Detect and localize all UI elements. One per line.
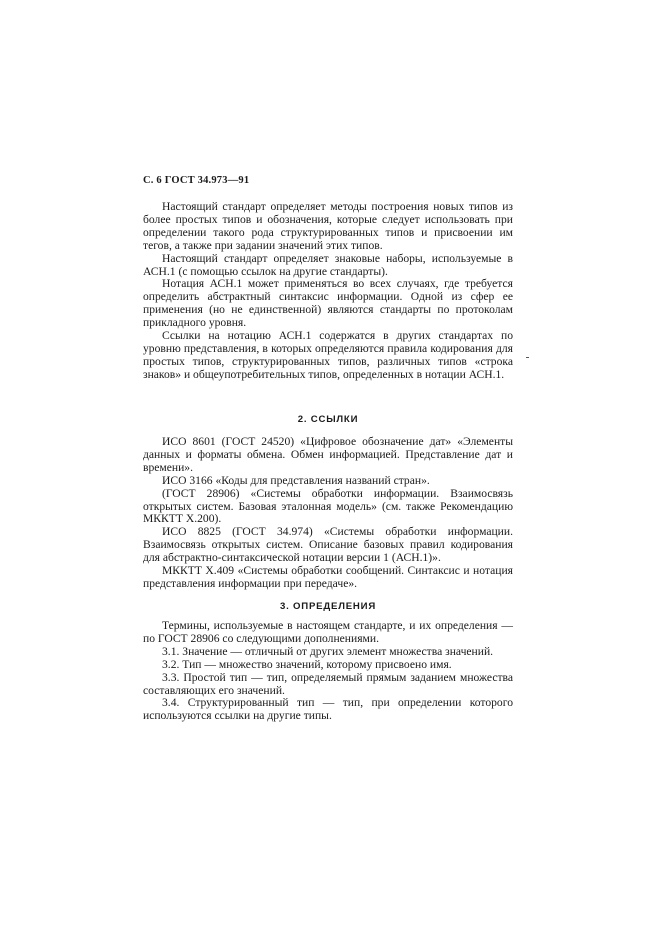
section-title-references: 2. ССЫЛКИ — [297, 414, 359, 425]
paragraph: (ГОСТ 28906) «Системы обработки информации. Взаимосвязь открытых систем. Базовая эталонная модель» (см. также Рекомендацию МККТТ Х.200). — [143, 486, 513, 526]
references-text — [143, 436, 513, 591]
section-title-definitions: 3. ОПРЕДЕЛЕНИЯ — [279, 601, 377, 612]
paragraph: ИСО 3166 «Коды для представления названий стран». — [162, 473, 430, 487]
paragraph: Ссылки на нотацию АСН.1 содержатся в других стандартах по уровню представления, в которых определяются правила кодирования для простых типов, структурированных типов, различных типов «строка знаков» и общеупотребительных типов, определенных в нотации АСН.1. — [143, 329, 513, 381]
margin-mark — [526, 357, 529, 358]
paragraph: ИСО 8601 (ГОСТ 24520) «Цифровое обозначение дат» «Элементы данных и форматы обмена. Обмен информацией. Представление дат и времени». — [143, 435, 513, 474]
definitions-text — [143, 620, 513, 723]
paragraph: Настоящий стандарт определяет методы построения новых типов из более простых типов и обозначения, которые следует использовать при определении такого рода структурированных типов и присвоении им тегов, а также при задании значений этих типов. — [143, 200, 513, 252]
paragraph: Нотация АСН.1 может применяться во всех случаях, где требуется определить абстрактный синтаксис информации. Одной из сфер ее применения (но не единственной) являются стандарты по протоколам прикладного уровня. — [143, 277, 513, 330]
paragraph: Настоящий стандарт определяет знаковые наборы, используемые в АСН.1 (с помощью ссылок на другие стандарты). — [143, 251, 513, 278]
page-header: С. 6 ГОСТ 34.973—91 — [143, 175, 250, 186]
paragraph: 3.2. Тип — множество значений, которому присвоено имя. — [162, 657, 452, 671]
intro-text — [143, 201, 513, 382]
paragraph: Термины, используемые в настоящем стандарте, и их определения — по ГОСТ 28906 со следующими дополнениями. — [143, 619, 513, 645]
paragraph: ИСО 8825 (ГОСТ 34.974) «Системы обработки информации. Взаимосвязь открытых систем. Описание базовых правил кодирования для абстрактно-синтаксической нотации версии 1 (АСН.1)». — [143, 525, 513, 565]
paragraph: 3.4. Структурированный тип — тип, при определении которого используются ссылки на другие типы. — [143, 696, 513, 723]
paragraph: 3.3. Простой тип — тип, определяемый прямым заданием множества составляющих его значений. — [143, 670, 513, 697]
paragraph: 3.1. Значение — отличный от других элемент множества значений. — [162, 644, 494, 658]
paragraph: МККТТ Х.409 «Системы обработки сообщений. Синтаксис и нотация представления информации при передаче». — [143, 564, 513, 590]
